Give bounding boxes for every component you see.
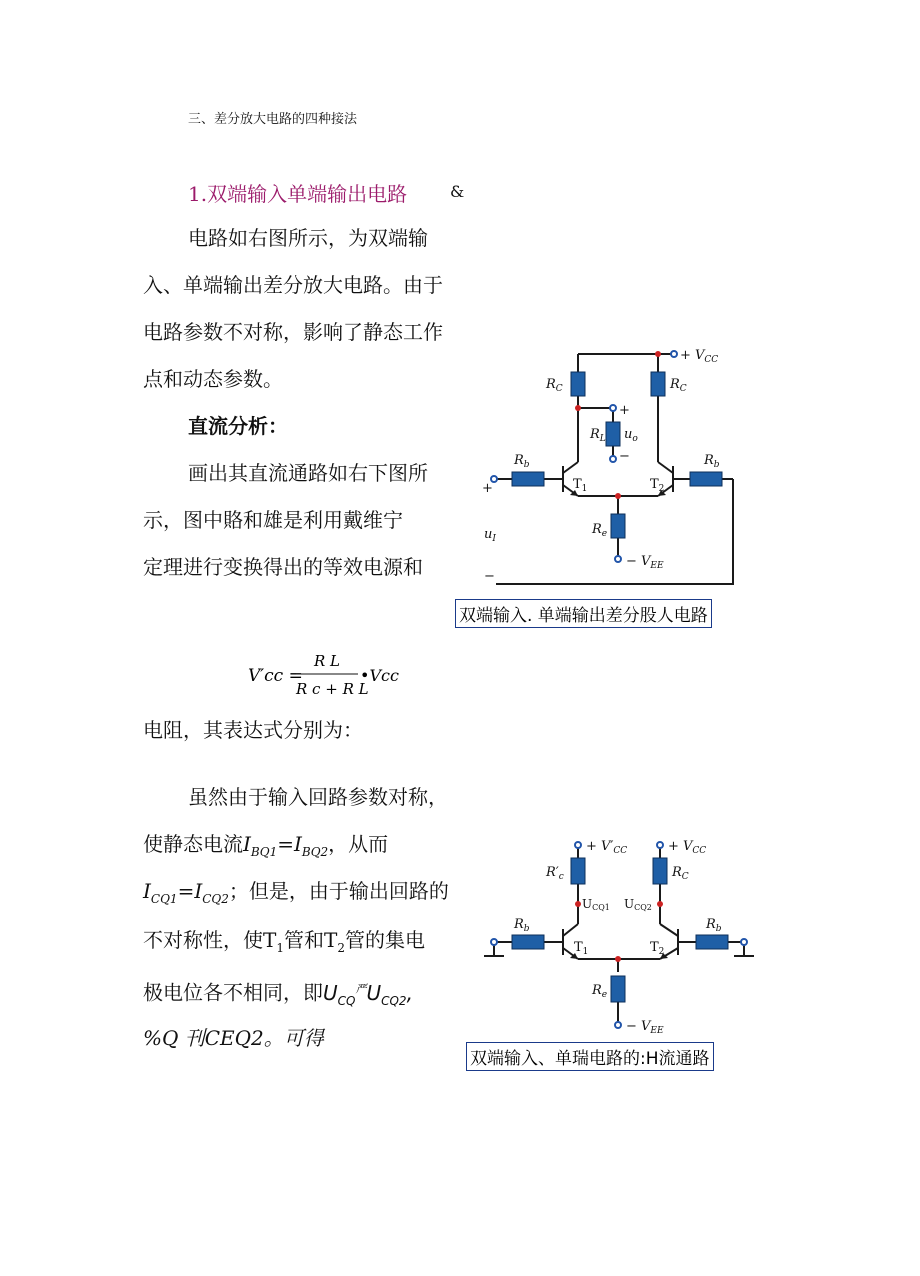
fig2-rb1-label: $R_b$ xyxy=(514,917,530,934)
formula-lhs: V′cc = xyxy=(248,666,303,686)
figure-1-circuit xyxy=(478,344,748,596)
subtitle-mark: & xyxy=(450,182,465,201)
formula-numerator: R L xyxy=(314,652,341,670)
section-title: 三、差分放大电路的四种接法 xyxy=(188,112,358,127)
para3-line6: %Q 刊CEQ2。可得 xyxy=(143,1026,324,1050)
fig1-output-minus: − xyxy=(619,449,630,464)
fig1-vcc-label: + $V_{CC}$ xyxy=(680,348,719,365)
subtitle: 1.双端输入单端输出电路 xyxy=(188,182,408,206)
para2-line3: 定理进行变换得出的等效电源和 xyxy=(143,555,423,579)
figure-1-caption: 双端输入. 单端输出差分股人电路 xyxy=(455,599,712,628)
fig1-ui-label: $u_I$ xyxy=(484,527,496,544)
fig2-rc2-label: $R_C$ xyxy=(672,865,689,882)
fig2-vcc1-label: + $V'_{CC}$ xyxy=(586,839,628,856)
fig1-input-plus: + xyxy=(482,481,493,496)
fig1-rl-label: $R_L$ xyxy=(590,427,606,444)
thevenin-formula xyxy=(248,648,408,704)
fig2-ucq1-label: UCQ1 xyxy=(582,897,610,912)
fig2-rc1-label: $R'_c$ xyxy=(546,865,564,882)
para1-line1: 电路如右图所示，为双端输 xyxy=(188,226,428,250)
para3-line4: 不对称性，使$T_1$管和$T_2$管的集电 xyxy=(143,928,425,955)
fig2-rb2-label: $R_b$ xyxy=(706,917,722,934)
fig1-re-label: $R_e$ xyxy=(592,522,608,539)
fig2-t2-label: $T_2$ xyxy=(650,940,665,957)
formula-denominator: R c + R L xyxy=(296,680,369,698)
fig1-t1-label: $T_1$ xyxy=(573,477,588,494)
para1-line4: 点和动态参数。 xyxy=(143,367,283,391)
fig1-rc2-label: $R_C$ xyxy=(670,377,687,394)
dc-heading: 直流分析： xyxy=(188,414,288,438)
para3-line5: 极电位各不相同，即$U_{CQ}^严U_{CQ2}$, xyxy=(143,980,413,1008)
resistance-text: 电阻，其表达式分别为： xyxy=(143,718,363,742)
figure-2-caption: 双端输入、单瑞电路的:H流通路 xyxy=(466,1042,714,1071)
fig2-vcc2-label: + $V_{CC}$ xyxy=(668,839,707,856)
fig1-rb2-label: $R_b$ xyxy=(704,453,720,470)
fig2-re-label: $R_e$ xyxy=(592,983,608,1000)
fig1-rc1-label: $R_C$ xyxy=(546,377,563,394)
fig1-rb1-label: $R_b$ xyxy=(514,453,530,470)
fig1-t2-label: $T_2$ xyxy=(650,477,665,494)
para3-line1: 虽然由于输入回路参数对称， xyxy=(188,785,448,809)
para2-line2: 示，图中賂和雄是利用戴维宁 xyxy=(143,508,403,532)
para1-line2: 入、单端输出差分放大电路。由于 xyxy=(143,273,443,297)
fig2-vee-label: − $V_{EE}$ xyxy=(626,1019,664,1036)
fig1-uo-label: $u_o$ xyxy=(624,427,638,444)
fig1-output-plus: + xyxy=(619,403,630,418)
fig1-vee-label: − $V_{EE}$ xyxy=(626,554,664,571)
para2-line1: 画出其直流通路如右下图所 xyxy=(188,461,428,485)
fig1-input-minus: − xyxy=(484,569,495,584)
fig2-ucq2-label: UCQ2 xyxy=(624,897,652,912)
figure-2-circuit xyxy=(478,832,768,1040)
para3-line2: 使静态电流$I_{BQ1}=I_{BQ2}$，从而 xyxy=(143,832,389,859)
formula-rhs: •Vcc xyxy=(360,666,399,685)
fig2-t1-label: $T_1$ xyxy=(574,940,589,957)
para3-line3: $I_{CQ1}=I_{CQ2}$；但是，由于输出回路的 xyxy=(143,879,449,906)
para1-line3: 电路参数不对称，影响了静态工作 xyxy=(143,320,443,344)
